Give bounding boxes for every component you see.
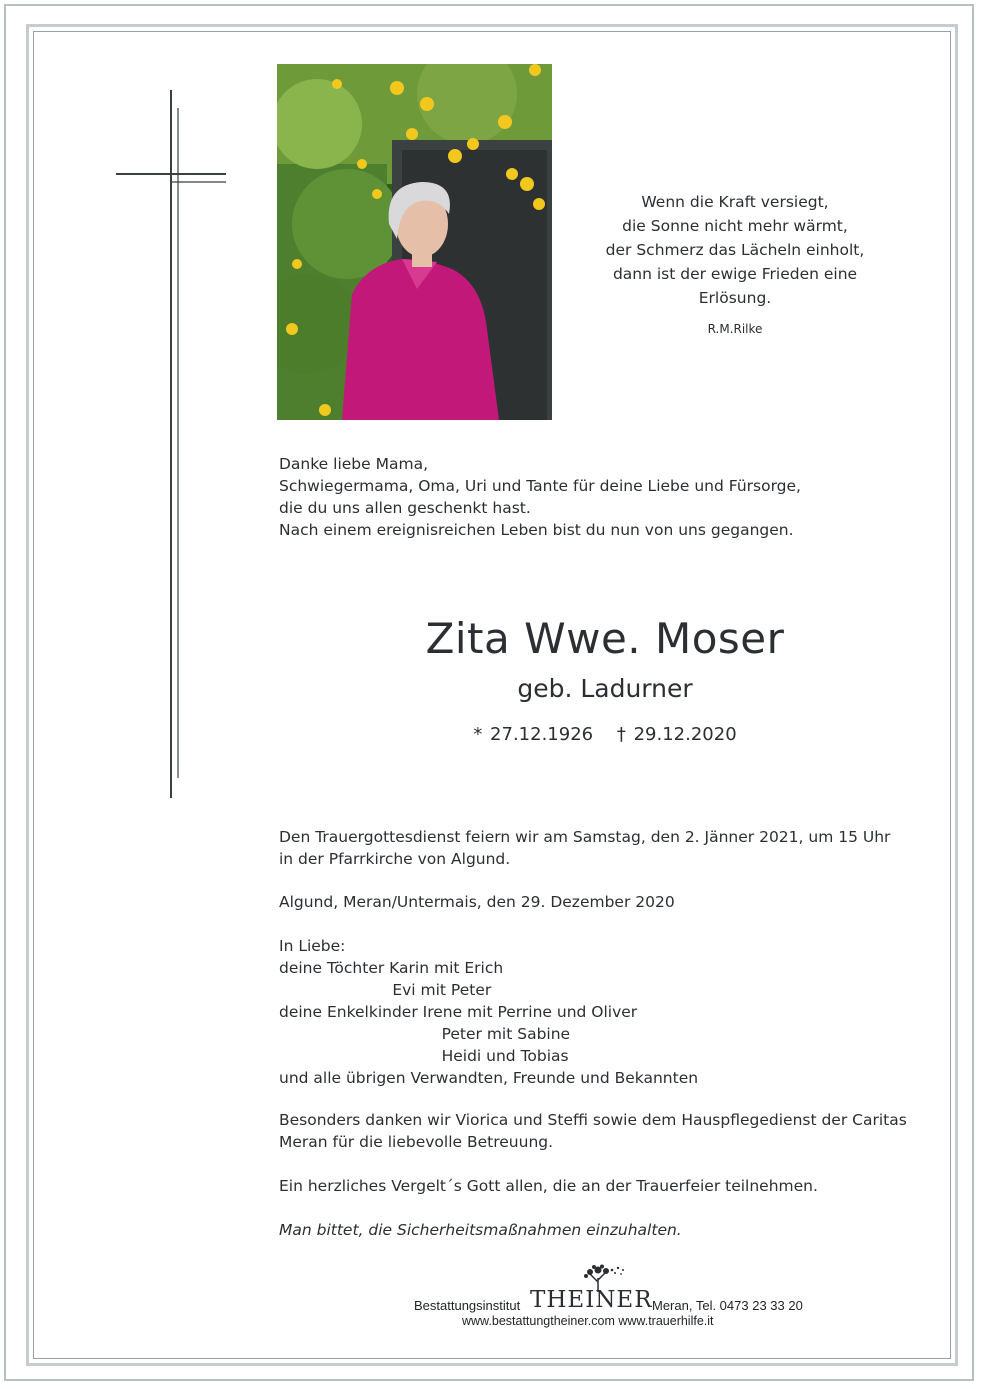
mourner-line: Evi mit Peter: [279, 981, 492, 999]
gratitude: [279, 1175, 818, 1197]
dedication-line: die du uns allen geschenkt hast.: [279, 499, 531, 517]
footer-contact: Meran, Tel. 0473 23 33 20: [652, 1298, 803, 1313]
cross-icon: [116, 90, 228, 800]
poem-line: die Sonne nicht mehr wärmt,: [622, 217, 848, 235]
mourners: [279, 935, 698, 1089]
mourner-line: Heidi und Tobias: [279, 1047, 569, 1065]
poem-line: der Schmerz das Lächeln einholt,: [605, 241, 865, 259]
dedication-line: Nach einem ereignisreichen Leben bist du nun von uns gegangen.: [279, 521, 794, 539]
place-date-line: Algund, Meran/Untermais, den 29. Dezember 2020: [279, 893, 675, 911]
thanks: [279, 1109, 907, 1153]
service-line: in der Pfarrkirche von Algund.: [279, 850, 511, 868]
thanks-line: Meran für die liebevolle Betreuung.: [279, 1133, 554, 1151]
mourner-line: In Liebe:: [279, 937, 346, 955]
poem-line: Erlösung.: [698, 289, 772, 307]
deceased-name: Zita Wwe. Moser: [425, 614, 785, 663]
maiden-name: geb. Ladurner: [517, 674, 693, 703]
mourner-line: deine Töchter Karin mit Erich: [279, 959, 504, 977]
poem: [580, 190, 890, 310]
notice-line: Man bittet, die Sicherheitsmaßnahmen einzuhalten.: [279, 1221, 682, 1239]
death-date: † 29.12.2020: [616, 724, 737, 745]
mourner-line: und alle übrigen Verwandten, Freunde und Bekannten: [279, 1069, 699, 1087]
dedication: [279, 453, 801, 541]
safety-notice: [279, 1219, 682, 1241]
dedication-line: Danke liebe Mama,: [279, 455, 428, 473]
mourner-line: Peter mit Sabine: [279, 1025, 571, 1043]
footer-brand: THEINER: [530, 1287, 653, 1313]
service-info: [279, 826, 890, 870]
poem-author: R.M.Rilke: [707, 322, 763, 336]
dedication-line: Schwiegermama, Oma, Uri und Tante für deine Liebe und Fürsorge,: [279, 477, 801, 495]
footer-lead: Bestattungsinstitut: [414, 1298, 521, 1313]
poem-line: dann ist der ewige Frieden eine: [612, 265, 858, 283]
thanks-line: Besonders danken wir Viorica und Steffi sowie dem Hauspflegedienst der Caritas: [279, 1111, 907, 1129]
footer-websites: www.bestattungtheiner.com www.trauerhilfe.it: [462, 1314, 714, 1328]
gratitude-line: Ein herzliches Vergelt´s Gott allen, die an der Trauerfeier teilnehmen.: [279, 1177, 818, 1195]
life-dates: [330, 724, 880, 745]
service-line: Den Trauergottesdienst feiern wir am Samstag, den 2. Jänner 2021, um 15 Uhr: [279, 828, 891, 846]
poem-line: Wenn die Kraft versiegt,: [641, 193, 829, 211]
funeral-home-footer: [380, 1262, 840, 1332]
birth-date: * 27.12.1926: [473, 724, 594, 745]
mourner-line: deine Enkelkinder Irene mit Perrine und Oliver: [279, 1003, 638, 1021]
portrait-photo: [277, 64, 552, 420]
place-date: [279, 891, 675, 913]
